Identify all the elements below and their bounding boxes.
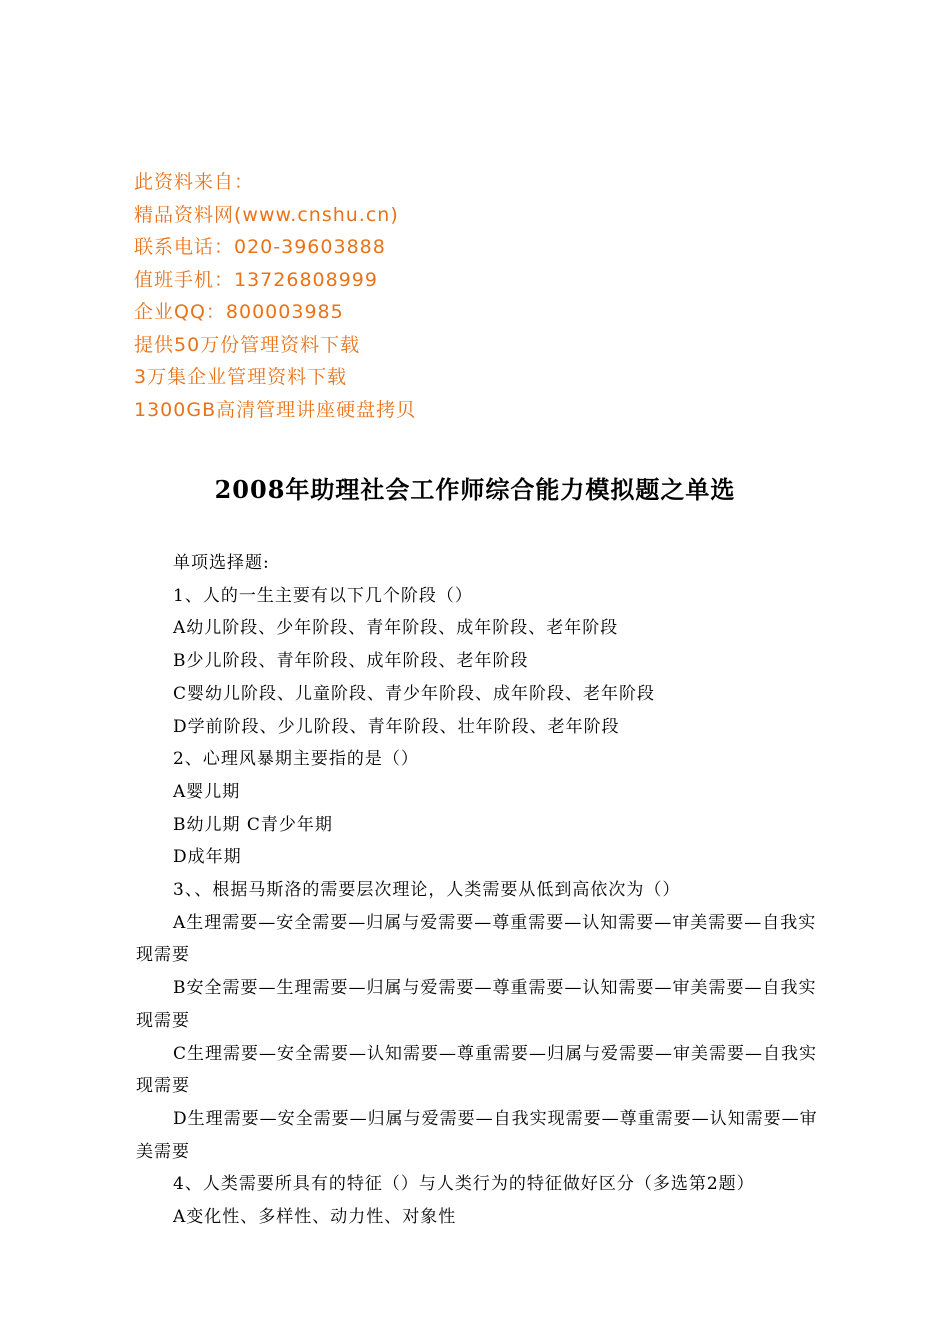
question-1-option-c: C婴幼儿阶段、儿童阶段、青少年阶段、成年阶段、老年阶段 [173,683,656,704]
promo-phone: 联系电话：020-39603888 [134,236,386,258]
question-1-option-b: B少儿阶段、青年阶段、成年阶段、老年阶段 [173,651,529,672]
question-1: 1、人的一生主要有以下几个阶段（） [173,585,473,606]
promo-mobile: 值班手机：13726808999 [134,268,378,291]
question-2: 2、心理风暴期主要指的是（） [173,749,419,770]
question-4-option-a: A变化性、多样性、动力性、对象性 [173,1207,457,1228]
promo-offer-2: 3万集企业管理资料下载 [134,366,348,388]
document-title: 2008年助理社会工作师综合能力模拟题之单选 [214,475,736,504]
promo-block [134,166,734,426]
question-3-option-b: B安全需要—生理需要—归属与爱需要—尊重需要—认知需要—审美需要—自我实现需要 [136,978,817,1031]
promo-qq: 企业QQ：800003985 [134,301,344,323]
question-1-option-d: D学前阶段、少儿阶段、青年阶段、壮年阶段、老年阶段 [173,716,620,737]
question-2-option-a: A婴儿期 [173,781,241,802]
promo-website: 精品资料网(www.cnshu.cn) [134,203,399,226]
question-2-option-bc: B幼儿期 C青少年期 [173,814,333,835]
question-4: 4、人类需要所具有的特征（）与人类行为的特征做好区分（多选第2题） [173,1174,755,1195]
question-3: 3、、根据马斯洛的需要层次理论，人类需要从低到高依次为（） [173,880,681,901]
promo-offer-1: 提供50万份管理资料下载 [134,333,361,356]
document-body [136,547,820,1234]
section-heading: 单项选择题: [173,553,270,573]
question-3-option-d: D生理需要—安全需要—归属与爱需要—自我实现需要—尊重需要—认知需要—审美需要 [136,1108,818,1162]
question-1-option-a: A幼儿阶段、少年阶段、青年阶段、成年阶段、老年阶段 [173,618,619,639]
question-3-option-c: C生理需要—安全需要—认知需要—尊重需要—归属与爱需要—审美需要—自我实现需要 [136,1043,818,1097]
question-2-option-d: D成年期 [173,847,242,868]
promo-source-label: 此资料来自： [134,171,255,193]
promo-offer-3: 1300GB高清管理讲座硬盘拷贝 [134,398,417,421]
question-3-option-a: A生理需要—安全需要—归属与爱需要—尊重需要—认知需要—审美需要—自我实现需要 [136,912,817,966]
